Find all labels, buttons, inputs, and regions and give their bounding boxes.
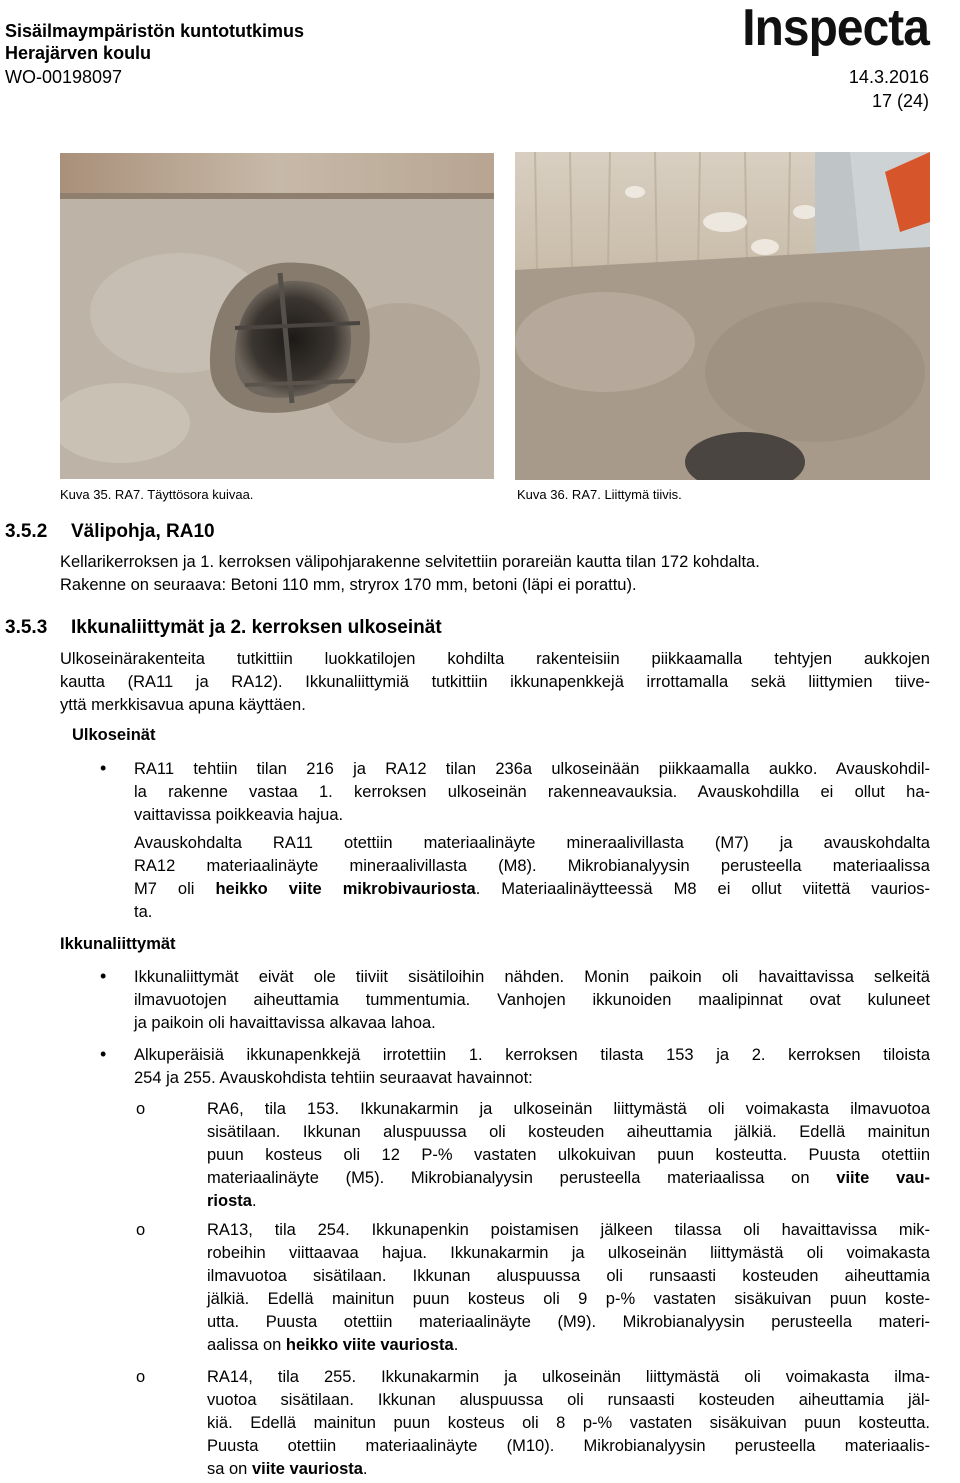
bullet-marker: •	[100, 758, 107, 778]
intro-line: Ulkoseinärakenteita tutkittiin luokkatilojen kohdilta rakenteisiin piikkaamalla tehtyjen aukkojen	[60, 650, 930, 668]
ulkoseinat-heading: Ulkoseinät	[72, 726, 156, 744]
text-line: RA14, tila 255. Ikkunakarmin ja ulkoseinän liittymästä oli voimakasta ilma-	[207, 1368, 930, 1386]
text-line: RA12 materiaalinäyte mineraalivillasta (M8). Mikrobianalyysin perusteella materiaalissa	[134, 857, 930, 875]
text-run: .	[453, 1336, 459, 1354]
text-line: Puusta otettiin materiaalinäyte (M10). Mikrobianalyysin perusteella materiaalis-	[207, 1437, 930, 1455]
page-number: 17 (24)	[871, 91, 929, 111]
text-line: puun kosteus oli 12 P-% vastaten ulkokuivan puun kosteutta. Puusta otettiin	[207, 1146, 930, 1164]
text-line: vaittavissa poikkeavia hajua.	[134, 806, 344, 824]
bold-finding: heikko viite vauriosta	[285, 1336, 454, 1354]
text-line: ilmavuotojen aiheuttamia tummentumia. Vanhojen ikkunoiden maalipinnat ovat kuluneet	[134, 991, 930, 1009]
intro-line: yttä merkkisavua apuna käyttäen.	[60, 696, 306, 714]
text-run: M7 oli	[134, 880, 216, 898]
text-line: sisätilaan. Ikkunan aluspuussa oli kosteuden aiheuttamia jälkiä. Edellä mainitun	[207, 1123, 930, 1141]
text-line: ilmavuotoa sisätilaan. Ikkunan aluspuussa oli runsaasti kosteuden aiheuttamia	[207, 1267, 930, 1285]
text-line	[134, 878, 930, 901]
observation-ra14	[207, 1366, 930, 1481]
text-run: sa on	[207, 1460, 252, 1478]
text-line: RA11 tehtiin tilan 216 ja RA12 tilan 236a ulkoseinään piikkaamalla aukko. Avauskohdil-	[134, 760, 930, 778]
observation-ra13	[207, 1219, 930, 1357]
section-353-number: 3.5.3	[5, 617, 48, 638]
photo-drilled-hole	[60, 153, 494, 479]
text-line: la rakenne vastaa 1. kerroksen ulkoseinän rakenneavauksia. Avauskohdilla ei ollut ha-	[134, 783, 930, 801]
bold-finding: viite vau-	[836, 1169, 930, 1187]
text-line	[207, 1190, 930, 1213]
bold-finding: heikko viite mikrobivauriosta	[215, 880, 476, 898]
section-353-intro	[60, 648, 930, 717]
section-352-heading	[5, 520, 215, 544]
figure-35-caption: Kuva 35. RA7. Täyttösora kuivaa.	[60, 487, 254, 502]
ikkuna-bullet-1	[134, 966, 930, 1035]
text-line: RA6, tila 153. Ikkunakarmin ja ulkoseinän liittymästä oli voimakasta ilmavuotoa	[207, 1100, 930, 1118]
ulkoseinat-bullet-1	[134, 758, 930, 827]
section-353-title: Ikkunaliittymät ja 2. kerroksen ulkoseinät	[71, 617, 442, 638]
section-352-line: Rakenne on seuraava: Betoni 110 mm, stryrox 170 mm, betoni (läpi ei porattu).	[60, 576, 637, 594]
section-352-line: Kellarikerroksen ja 1. kerroksen välipohjarakenne selvitettiin porareiän kautta tilan 172 kohdalta.	[60, 553, 760, 571]
text-line: robeihin viittaavaa hajua. Ikkunakarmin ja ulkoseinän liittymästä oli voimakasta	[207, 1244, 930, 1262]
text-line: jälkiä. Edellä mainitun puun kosteus oli 9 p-% vastaten sisäkuivan puun koste-	[207, 1290, 930, 1308]
text-line: kiä. Edellä mainitun puun kosteus oli 8 p-% vastaten sisäkuivan puun kosteutta.	[207, 1414, 930, 1432]
bold-finding: viite vauriosta	[251, 1460, 363, 1478]
ulkoseinat-paragraph-2	[134, 832, 930, 924]
text-run: . Materiaalinäytteessä M8 ei ollut viitettä vaurios-	[475, 880, 930, 898]
text-line: RA13, tila 254. Ikkunapenkin poistamisen jälkeen tilassa oli havaittavissa mik-	[207, 1221, 930, 1239]
observation-ra6	[207, 1098, 930, 1213]
bullet-marker: •	[100, 1044, 107, 1064]
text-run: aalissa on	[207, 1336, 286, 1354]
text-line: ja paikoin oli havaittavissa alkavaa lahoa.	[134, 1014, 436, 1032]
sub-bullet-marker: o	[136, 1368, 146, 1386]
photo-drilled-hole-image	[60, 153, 494, 479]
document-subtitle: Herajärven koulu	[5, 43, 152, 63]
text-run: .	[362, 1460, 368, 1478]
section-352-title: Välipohja, RA10	[71, 521, 215, 542]
photo-wall-junction	[515, 152, 930, 480]
text-run: materiaalinäyte (M5). Mikrobianalyysin perusteella materiaalissa on	[207, 1169, 837, 1187]
text-line	[207, 1458, 930, 1481]
ikkunaliittymat-heading: Ikkunaliittymät	[60, 935, 176, 953]
text-line: Alkuperäisiä ikkunapenkkejä irrotettiin 1. kerroksen tilasta 153 ja 2. kerroksen tiloista	[134, 1046, 930, 1064]
section-352-number: 3.5.2	[5, 521, 48, 542]
intro-line: kautta (RA11 ja RA12). Ikkunaliittymiä tutkittiin ikkunapenkkejä irrottamalla sekä liittymien tiive-	[60, 673, 930, 691]
text-line: utta. Puusta otettiin materiaalinäyte (M9). Mikrobianalyysin perusteella materi-	[207, 1313, 930, 1331]
text-line: vuotoa sisätilaan. Ikkunan aluspuussa oli runsaasti kosteuden aiheuttamia jäl-	[207, 1391, 930, 1409]
text-line: ta.	[134, 903, 153, 921]
work-order-number: WO-00198097	[5, 67, 123, 87]
sub-bullet-marker: o	[136, 1100, 146, 1118]
text-line: Avauskohdalta RA11 otettiin materiaalinäyte mineraalivillasta (M7) ja avauskohdalta	[134, 834, 930, 852]
inspecta-logo: Inspecta	[742, 0, 929, 57]
text-line	[207, 1167, 930, 1190]
photo-wall-junction-image	[515, 152, 930, 480]
section-352-body	[60, 551, 930, 597]
ikkuna-bullet-2	[134, 1044, 930, 1090]
section-353-heading	[5, 616, 442, 640]
text-line	[207, 1334, 930, 1357]
bullet-marker: •	[100, 966, 107, 986]
bold-finding: riosta	[207, 1192, 252, 1210]
figure-36-caption: Kuva 36. RA7. Liittymä tiivis.	[517, 487, 682, 502]
text-line: Ikkunaliittymät eivät ole tiiviit sisätiloihin nähden. Monin paikoin oli havaittavissa selkeitä	[134, 968, 930, 986]
document-title: Sisäilmaympäristön kuntotutkimus	[5, 21, 305, 41]
text-run: .	[251, 1192, 257, 1210]
sub-bullet-marker: o	[136, 1221, 146, 1239]
document-date: 14.3.2016	[848, 67, 929, 87]
text-line: 254 ja 255. Avauskohdista tehtiin seuraavat havainnot:	[134, 1069, 533, 1087]
